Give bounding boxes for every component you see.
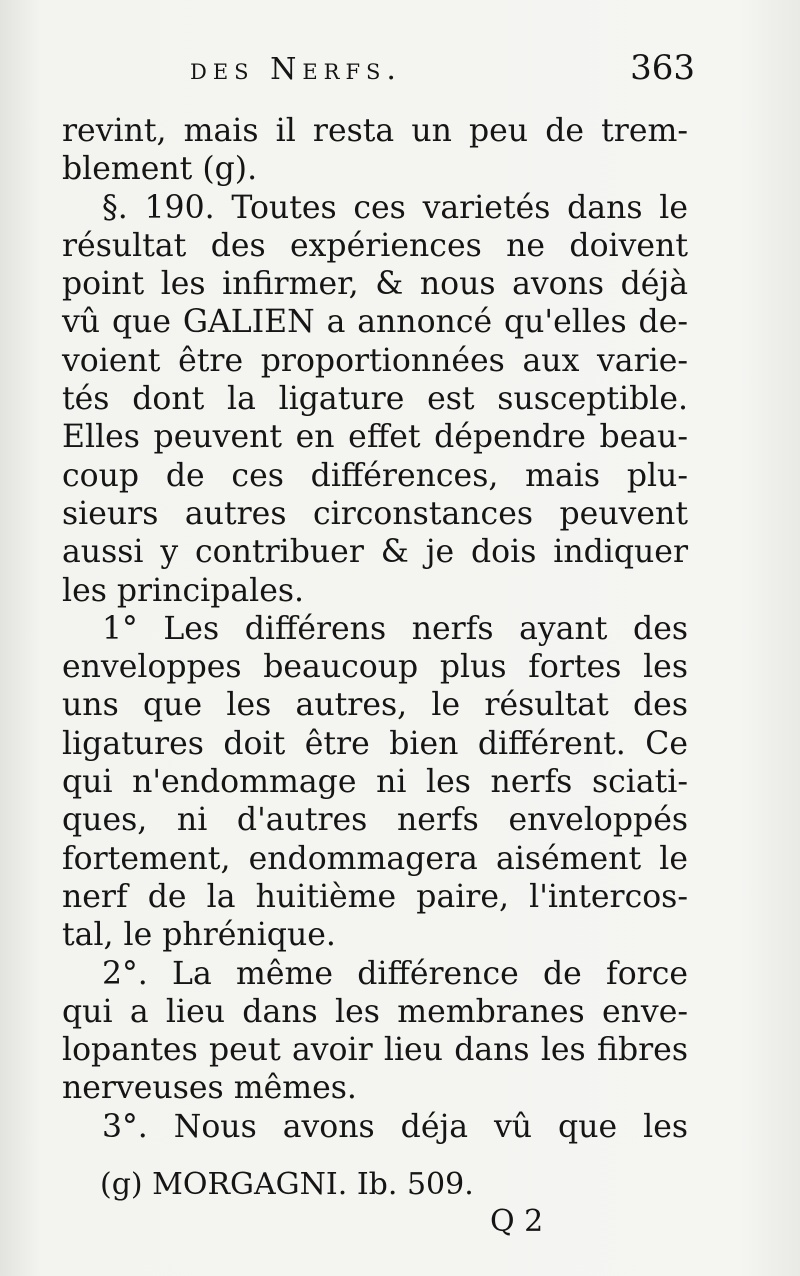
text-line: fortement, endommagera aisément le xyxy=(62,840,688,877)
text-line: Elles peuvent en effet dépendre beau- xyxy=(62,419,688,456)
text-line: résultat des expériences ne doivent xyxy=(62,227,688,264)
text-line: 1° Les différens nerfs ayant des xyxy=(102,610,688,647)
text-line: voient être proportionnées aux varie- xyxy=(62,342,688,379)
signature-mark: Q 2 xyxy=(490,1204,544,1239)
text-line: qui a lieu dans les membranes enve- xyxy=(62,993,688,1030)
text-line: ligatures doit être bien différent. Ce xyxy=(62,725,688,762)
text-line: tés dont la ligature est susceptible. xyxy=(62,381,688,418)
text-line: 3°. Nous avons déja vû que les xyxy=(102,1108,688,1145)
text-line: revint, mais il resta un peu de trem- xyxy=(62,113,688,149)
text-line: sieurs autres circonstances peuvent xyxy=(62,495,688,532)
text-line: aussi y contribuer & je dois indiquer xyxy=(62,534,688,571)
running-title: des Nerfs. xyxy=(190,52,402,87)
page-header xyxy=(190,48,695,92)
text-line: tal, le phrénique. xyxy=(62,917,336,954)
text-line: point les infirmer, & nous avons déjà xyxy=(62,266,688,303)
footnote: (g) MORGAGNI. Ib. 509. xyxy=(100,1167,474,1202)
text-line: enveloppes beaucoup plus fortes les xyxy=(62,649,688,686)
text-line: uns que les autres, le résultat des xyxy=(62,687,688,724)
text-line: nerf de la huitième paire, l'intercos- xyxy=(62,878,688,915)
text-line: vû que GALIEN a annoncé qu'elles de- xyxy=(62,304,688,341)
text-line: nerveuses mêmes. xyxy=(62,1070,357,1107)
text-line: les principales. xyxy=(62,572,305,609)
text-line: blement (g). xyxy=(62,151,258,188)
text-line: §. 190. Toutes ces varietés dans le xyxy=(102,189,688,226)
text-line: 2°. La même différence de force xyxy=(102,955,688,992)
text-line: ques, ni d'autres nerfs enveloppés xyxy=(62,802,688,839)
text-line: lopantes peut avoir lieu dans les fibres xyxy=(62,1032,688,1069)
body-text xyxy=(62,112,688,1146)
text-line: qui n'endommage ni les nerfs sciati- xyxy=(62,764,688,801)
page-number: 363 xyxy=(630,48,695,88)
text-line: coup de ces différences, mais plu- xyxy=(62,457,688,494)
